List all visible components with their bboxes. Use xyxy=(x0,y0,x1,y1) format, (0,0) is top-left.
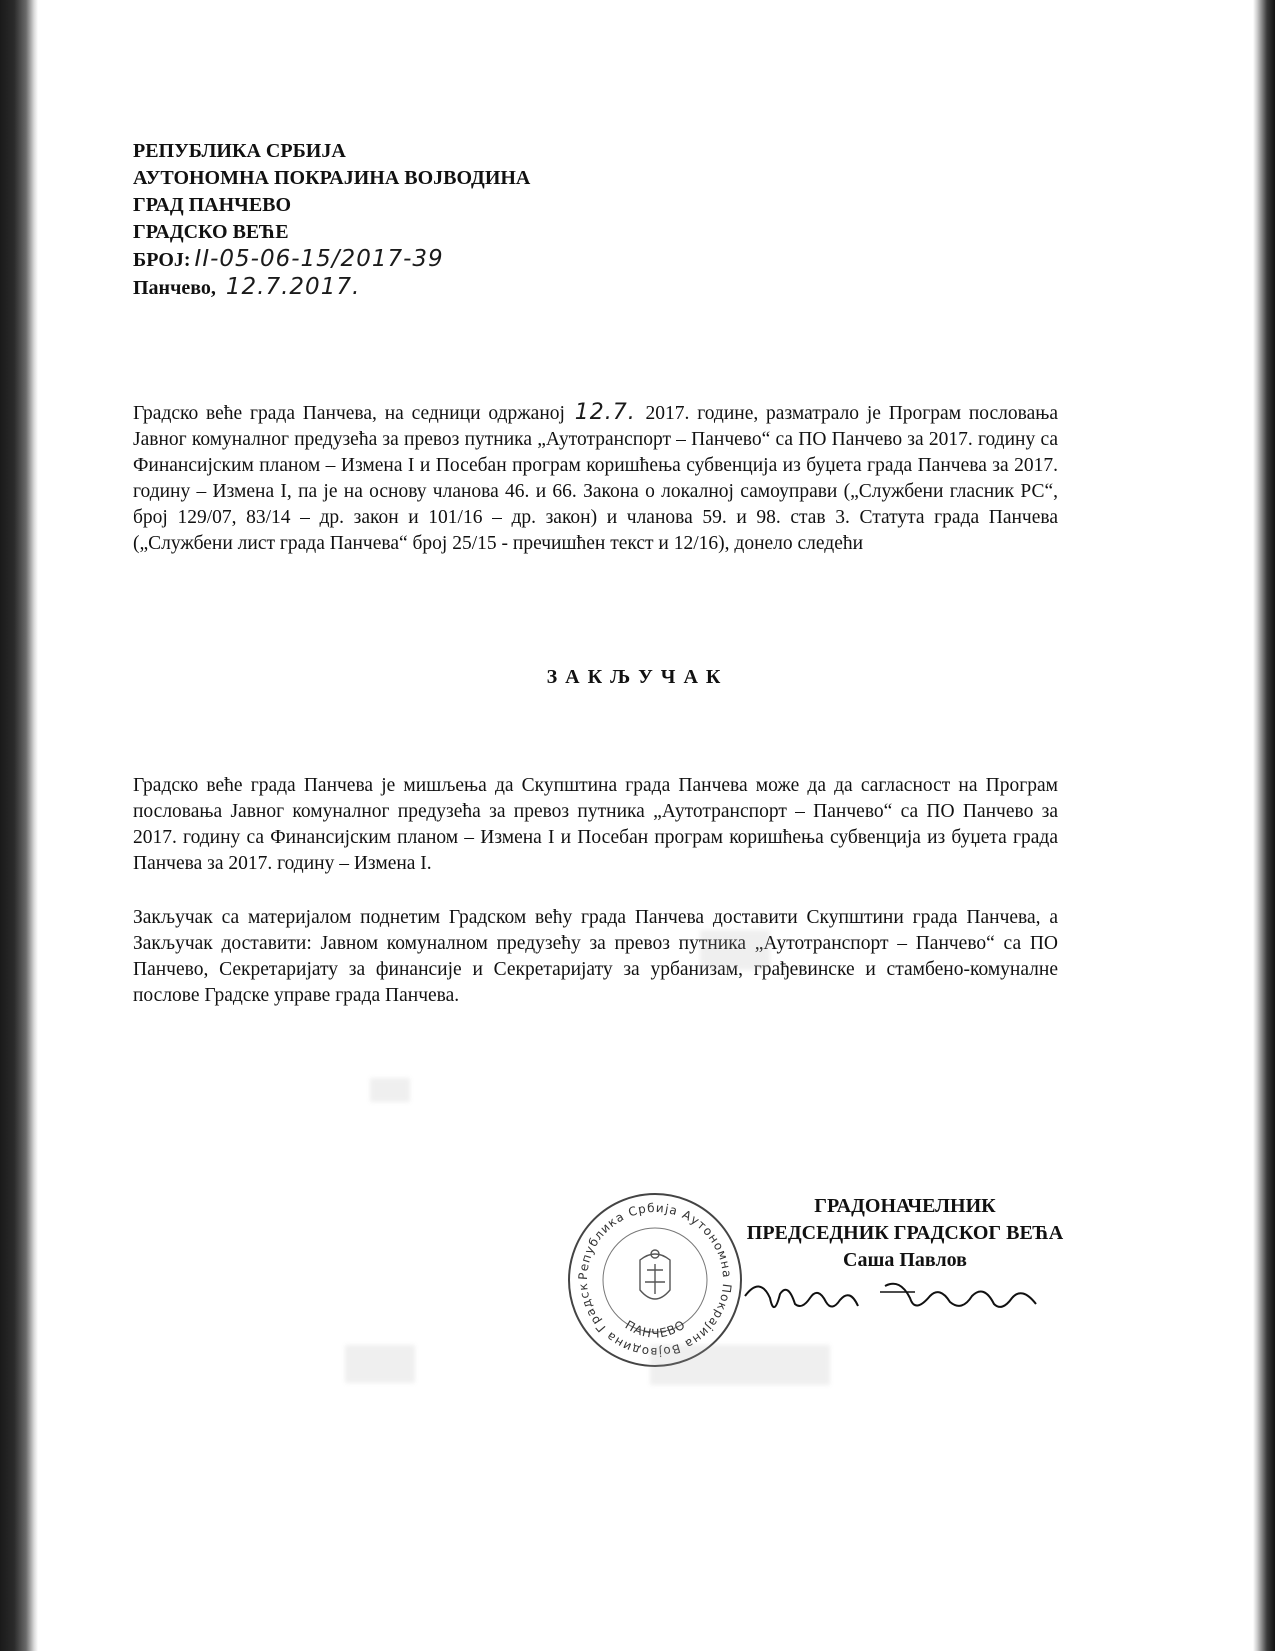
signature-block xyxy=(740,1193,1070,1274)
scan-smudge xyxy=(700,930,770,970)
delivery-paragraph: Закључак са материјалом поднетим Градском већу града Панчева доставити Скупштини града Панчева, а Закључак доставити: Јавном комуналном предузећу за превоз путника „Аутотранспорт – Панчево“ са ПО Панчево, Секретаријату за финансије и Секретаријату за урбанизам, грађевинске и стамбено-комуналне послове Градске управе града Панчева. xyxy=(133,907,1058,1006)
intro-paragraph xyxy=(133,400,1058,557)
document-title: ЗАКЉУЧАК xyxy=(546,666,729,688)
signature-title-mayor: ГРАДОНАЧЕЛНИК xyxy=(814,1195,996,1217)
intro-handwritten-date: 12.7. xyxy=(574,400,636,425)
stamp-ring-text: Република Србија Аутономна Покрајина Војводина Градск xyxy=(575,1200,735,1360)
date-handwritten-value: 12.7.2017. xyxy=(225,274,361,300)
signature-title-president: ПРЕДСЕДНИК ГРАДСКОГ ВЕЋА xyxy=(746,1222,1064,1244)
broj-line xyxy=(133,246,530,274)
place-label: Панчево, xyxy=(133,277,216,299)
header-line-city: ГРАД ПАНЧЕВО xyxy=(133,194,292,216)
conclusion-paragraph: Градско веће града Панчева је мишљења да Скупштина града Панчева може да да сагласност на Програм пословања Јавног комуналног предузећа за превоз путника „Аутотранспорт – Панчево“ са ПО Панчево за 2017. годину са Финансијским планом – Измена I и Посебан програм коришћења субвенција из буџета града Панчева за 2017. годину – Измена I. xyxy=(133,775,1058,874)
scan-edge-left xyxy=(0,0,38,1651)
broj-label: БРОЈ: xyxy=(133,249,191,271)
document-header xyxy=(133,138,530,302)
broj-handwritten-value: II-05-06-15/2017-39 xyxy=(194,246,444,272)
official-stamp xyxy=(565,1190,745,1370)
header-line-province: АУТОНОМНА ПОКРАЈИНА ВОЈВОДИНА xyxy=(133,167,531,189)
scan-edge-right xyxy=(1253,0,1275,1651)
scan-smudge xyxy=(650,1345,830,1385)
coat-of-arms-icon xyxy=(640,1250,670,1299)
header-line-council: ГРАДСКО ВЕЋЕ xyxy=(133,221,289,243)
header-line-republic: РЕПУБЛИКА СРБИЈА xyxy=(133,140,346,162)
svg-text:ПАНЧЕВО xyxy=(623,1317,688,1340)
handwritten-signature xyxy=(740,1268,1060,1328)
signature-name: Саша Павлов xyxy=(843,1249,967,1271)
intro-text-after-date: 2017. године, разматрало је Програм пословања Јавног комуналног предузећа за превоз путника „Аутотранспорт – Панчево“ са ПО Панчево за 2017. годину са Финансијским планом – Измена I и Посебан програм коришћења субвенција из буџета града Панчева за 2017. годину – Измена I, па је на основу чланова 46. и 66. Закона о локалној самоуправи („Службени гласник РС“, број 129/07, 83/14 – др. закон и 101/16 – др. закон) и чланова 59. и 98. став 3. Статута града Панчева („Службени лист града Панчева“ број 25/15 - пречишћен текст и 12/16), донело следећи xyxy=(133,403,1059,554)
stamp-bottom-text: ПАНЧЕВО xyxy=(622,1317,689,1341)
place-date-line xyxy=(133,274,530,302)
scan-smudge xyxy=(370,1078,410,1102)
scan-smudge xyxy=(345,1345,415,1383)
intro-text-before-date: Градско веће града Панчева, на седници одржаној xyxy=(133,403,565,424)
